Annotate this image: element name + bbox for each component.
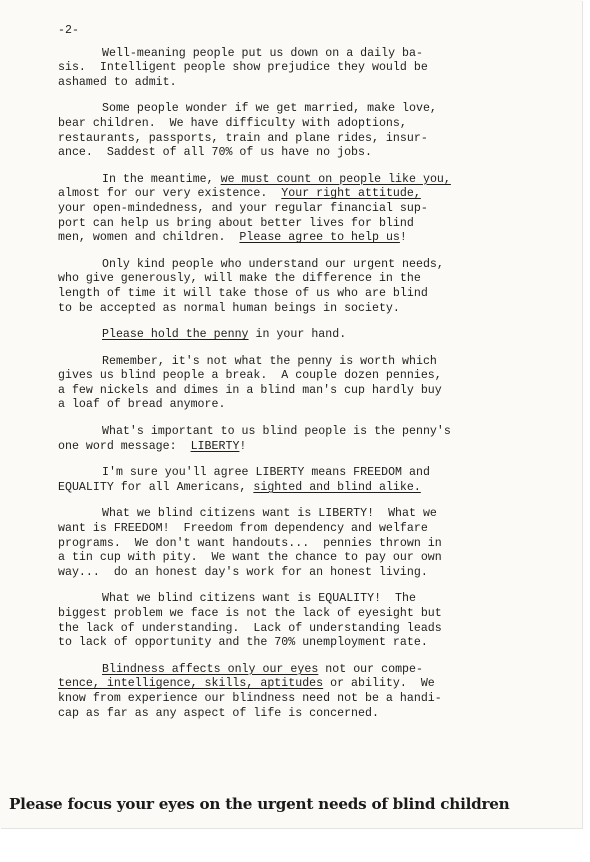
paragraph-text: Some people wonder if we get married, make love, bear children. We have difficulty with adoptions, restaurants, passports, train and plane rides, insur- ance. Saddest of all 70% of us have no jobs. <box>58 102 437 160</box>
paragraph <box>58 507 536 580</box>
paragraph-text: in your hand. <box>248 328 347 342</box>
paragraph <box>58 355 536 413</box>
paragraph-text: Remember, it's not what the penny is worth which gives us blind people a break. A couple dozen pennies, a few nickels and dimes in a blind man's cup hardly buy a loaf of bread anymore. <box>58 354 442 412</box>
paragraph <box>58 328 536 343</box>
underlined-text: we must count on people like you, <box>220 172 451 186</box>
paragraph-text: What we blind citizens want is EQUALITY! The biggest problem we face is not the lack of eyesight but the lack of understanding. Lack of understanding leads to lack of opportunity and the 70% unemployment rate. <box>58 592 442 650</box>
paragraph <box>58 466 536 495</box>
paragraph-text: or ability. We know from experience our blindness need not be a handi- cap as far as any aspect of life is concerned. <box>58 677 442 720</box>
footer-tagline: Please focus your eyes on the urgent needs of blind children <box>9 795 510 813</box>
underlined-text: tence, intelligence, skills, aptitudes <box>58 677 324 691</box>
underlined-text: Your right attitude, <box>281 187 421 201</box>
letter-body <box>58 24 536 733</box>
paragraph-text: In the meantime, <box>102 172 221 186</box>
paragraph-text: What we blind citizens want is LIBERTY! What we want is FREEDOM! Freedom from dependency and welfare programs. We don't want handouts... pennies thrown in a tin cup with pity. We want the chance to pay our own way... do an honest day's work for an honest living. <box>58 507 442 579</box>
paragraph <box>58 47 536 91</box>
paragraph <box>58 592 536 650</box>
underlined-text: Please hold the penny <box>102 328 249 342</box>
page-number: -2- <box>58 24 79 37</box>
paragraph-text: almost for our very existence. <box>58 187 268 201</box>
paragraph <box>58 258 536 316</box>
underlined-text: sighted and blind alike. <box>253 480 421 494</box>
paragraph-text: I'm sure you'll agree LIBERTY means FREEDOM and EQUALITY for all Americans, <box>58 466 430 494</box>
underlined-text: Please agree to help us <box>239 231 400 245</box>
paragraph-text: What's important to us blind people is the penny's one word message: <box>58 425 451 453</box>
paragraph-list <box>58 47 536 722</box>
paragraph <box>58 663 536 721</box>
paragraph-text: Only kind people who understand our urgent needs, who give generously, will make the difference in the length of time it will take those of us who are blind to be accepted as normal human beings in society. <box>58 257 444 315</box>
paragraph <box>58 173 536 246</box>
paragraph <box>58 425 536 454</box>
underlined-text: Blindness affects only our eyes <box>102 662 319 676</box>
paragraph-text: your open-mindedness, and your regular financial sup- port can help us bring about better lives for blind men, women and children. <box>58 201 428 245</box>
paragraph-text: not our compe- <box>325 662 423 676</box>
paragraph-text: ! <box>239 439 247 453</box>
paragraph-text: ! <box>399 231 407 245</box>
paragraph <box>58 102 536 160</box>
paragraph-text: Well-meaning people put us down on a daily ba- sis. Intelligent people show prejudice they would be ashamed to admit. <box>58 46 428 89</box>
underlined-text: LIBERTY <box>190 439 240 453</box>
